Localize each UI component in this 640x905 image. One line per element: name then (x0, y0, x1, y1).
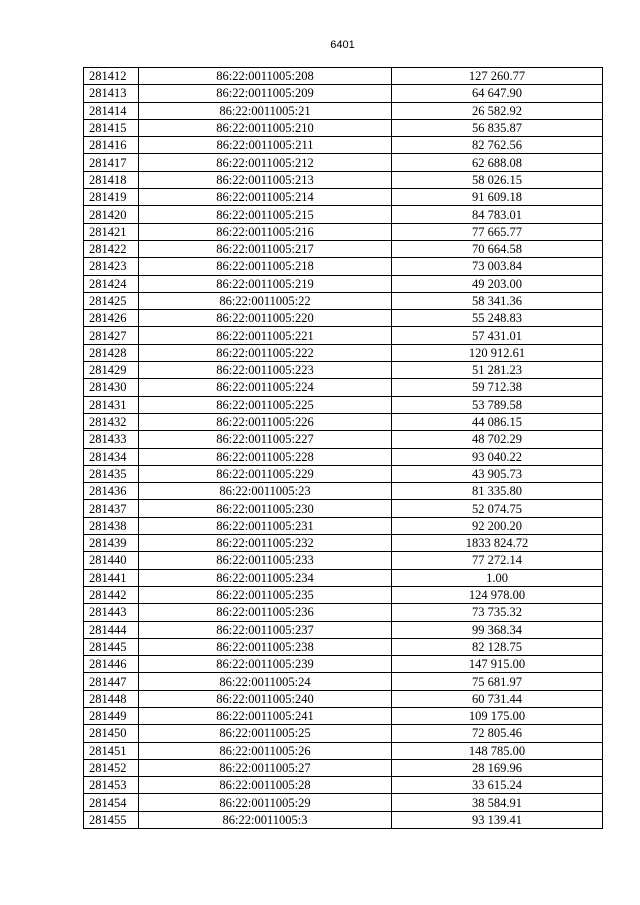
row-number-cell: 281438 (84, 517, 139, 534)
table-row (84, 292, 603, 309)
row-number-cell: 281448 (84, 690, 139, 707)
row-number-cell: 281442 (84, 586, 139, 603)
cadastral-number-cell: 86:22:0011005:235 (139, 586, 392, 603)
cadastral-value-cell: 127 260.77 (392, 68, 603, 85)
row-number-cell: 281449 (84, 707, 139, 724)
table-row (84, 811, 603, 828)
cadastral-number-cell: 86:22:0011005:240 (139, 690, 392, 707)
cadastral-value-cell: 43 905.73 (392, 465, 603, 482)
table-row (84, 707, 603, 724)
cadastral-value-cell: 38 584.91 (392, 794, 603, 811)
row-number-cell: 281415 (84, 119, 139, 136)
cadastral-value-cell: 77 272.14 (392, 552, 603, 569)
cadastral-number-cell: 86:22:0011005:27 (139, 759, 392, 776)
cadastral-number-cell: 86:22:0011005:215 (139, 206, 392, 223)
row-number-cell: 281435 (84, 465, 139, 482)
cadastral-number-cell: 86:22:0011005:212 (139, 154, 392, 171)
cadastral-value-cell: 1833 824.72 (392, 535, 603, 552)
cadastral-number-cell: 86:22:0011005:218 (139, 258, 392, 275)
table-row (84, 396, 603, 413)
row-number-cell: 281432 (84, 413, 139, 430)
cadastral-number-cell: 86:22:0011005:237 (139, 621, 392, 638)
table-row (84, 413, 603, 430)
table-row (84, 725, 603, 742)
table-row (84, 673, 603, 690)
cadastral-value-cell: 58 341.36 (392, 292, 603, 309)
cadastral-number-cell: 86:22:0011005:214 (139, 189, 392, 206)
table-row (84, 137, 603, 154)
table-row (84, 431, 603, 448)
table-row (84, 604, 603, 621)
cadastral-number-cell: 86:22:0011005:233 (139, 552, 392, 569)
cadastral-number-cell: 86:22:0011005:241 (139, 707, 392, 724)
cadastral-number-cell: 86:22:0011005:22 (139, 292, 392, 309)
cadastral-value-cell: 48 702.29 (392, 431, 603, 448)
cadastral-value-cell: 120 912.61 (392, 344, 603, 361)
row-number-cell: 281431 (84, 396, 139, 413)
cadastral-value-cell: 73 735.32 (392, 604, 603, 621)
row-number-cell: 281433 (84, 431, 139, 448)
cadastral-value-cell: 49 203.00 (392, 275, 603, 292)
cadastral-value-cell: 26 582.92 (392, 102, 603, 119)
table-body (84, 68, 603, 829)
cadastral-number-cell: 86:22:0011005:209 (139, 85, 392, 102)
table-row (84, 621, 603, 638)
table-row (84, 742, 603, 759)
cadastral-number-cell: 86:22:0011005:26 (139, 742, 392, 759)
row-number-cell: 281414 (84, 102, 139, 119)
cadastral-number-cell: 86:22:0011005:208 (139, 68, 392, 85)
cadastral-value-cell: 124 978.00 (392, 586, 603, 603)
cadastral-value-cell: 73 003.84 (392, 258, 603, 275)
row-number-cell: 281425 (84, 292, 139, 309)
row-number-cell: 281447 (84, 673, 139, 690)
table-row (84, 777, 603, 794)
row-number-cell: 281419 (84, 189, 139, 206)
table-row (84, 154, 603, 171)
table-row (84, 206, 603, 223)
row-number-cell: 281412 (84, 68, 139, 85)
table-row (84, 569, 603, 586)
table-row (84, 189, 603, 206)
cadastral-number-cell: 86:22:0011005:217 (139, 240, 392, 257)
table-row (84, 794, 603, 811)
row-number-cell: 281451 (84, 742, 139, 759)
row-number-cell: 281439 (84, 535, 139, 552)
cadastral-value-cell: 56 835.87 (392, 119, 603, 136)
cadastral-number-cell: 86:22:0011005:211 (139, 137, 392, 154)
cadastral-value-cell: 99 368.34 (392, 621, 603, 638)
cadastral-value-cell: 52 074.75 (392, 500, 603, 517)
table-row (84, 344, 603, 361)
cadastral-number-cell: 86:22:0011005:213 (139, 171, 392, 188)
cadastral-value-cell: 44 086.15 (392, 413, 603, 430)
table-row (84, 483, 603, 500)
cadastral-value-cell: 51 281.23 (392, 362, 603, 379)
table-row (84, 240, 603, 257)
cadastral-number-cell: 86:22:0011005:29 (139, 794, 392, 811)
cadastral-number-cell: 86:22:0011005:28 (139, 777, 392, 794)
table-row (84, 448, 603, 465)
table-row (84, 171, 603, 188)
row-number-cell: 281429 (84, 362, 139, 379)
cadastral-value-cell: 82 128.75 (392, 638, 603, 655)
cadastral-value-cell: 91 609.18 (392, 189, 603, 206)
cadastral-value-cell: 64 647.90 (392, 85, 603, 102)
cadastral-value-cell: 33 615.24 (392, 777, 603, 794)
cadastral-value-cell: 92 200.20 (392, 517, 603, 534)
cadastral-number-cell: 86:22:0011005:23 (139, 483, 392, 500)
row-number-cell: 281417 (84, 154, 139, 171)
cadastral-number-cell: 86:22:0011005:225 (139, 396, 392, 413)
table-row (84, 310, 603, 327)
cadastral-value-cell: 148 785.00 (392, 742, 603, 759)
table-row (84, 85, 603, 102)
row-number-cell: 281434 (84, 448, 139, 465)
cadastral-value-cell: 60 731.44 (392, 690, 603, 707)
cadastral-value-cell: 82 762.56 (392, 137, 603, 154)
cadastral-value-table (83, 67, 603, 829)
table-row (84, 102, 603, 119)
row-number-cell: 281413 (84, 85, 139, 102)
row-number-cell: 281416 (84, 137, 139, 154)
cadastral-value-cell: 72 805.46 (392, 725, 603, 742)
table-row (84, 362, 603, 379)
cadastral-value-cell: 93 139.41 (392, 811, 603, 828)
row-number-cell: 281424 (84, 275, 139, 292)
cadastral-number-cell: 86:22:0011005:234 (139, 569, 392, 586)
table-row (84, 656, 603, 673)
cadastral-value-cell: 1.00 (392, 569, 603, 586)
table-row (84, 223, 603, 240)
cadastral-number-cell: 86:22:0011005:229 (139, 465, 392, 482)
cadastral-number-cell: 86:22:0011005:232 (139, 535, 392, 552)
table-row (84, 275, 603, 292)
table-row (84, 517, 603, 534)
row-number-cell: 281428 (84, 344, 139, 361)
row-number-cell: 281445 (84, 638, 139, 655)
cadastral-number-cell: 86:22:0011005:224 (139, 379, 392, 396)
cadastral-number-cell: 86:22:0011005:227 (139, 431, 392, 448)
row-number-cell: 281437 (84, 500, 139, 517)
table-row (84, 68, 603, 85)
cadastral-number-cell: 86:22:0011005:210 (139, 119, 392, 136)
cadastral-number-cell: 86:22:0011005:219 (139, 275, 392, 292)
row-number-cell: 281422 (84, 240, 139, 257)
cadastral-number-cell: 86:22:0011005:228 (139, 448, 392, 465)
cadastral-value-cell: 84 783.01 (392, 206, 603, 223)
cadastral-number-cell: 86:22:0011005:220 (139, 310, 392, 327)
cadastral-number-cell: 86:22:0011005:231 (139, 517, 392, 534)
cadastral-number-cell: 86:22:0011005:238 (139, 638, 392, 655)
cadastral-value-cell: 75 681.97 (392, 673, 603, 690)
cadastral-number-cell: 86:22:0011005:25 (139, 725, 392, 742)
cadastral-value-cell: 109 175.00 (392, 707, 603, 724)
page-number: 6401 (330, 39, 355, 51)
row-number-cell: 281436 (84, 483, 139, 500)
cadastral-value-cell: 57 431.01 (392, 327, 603, 344)
table-row (84, 500, 603, 517)
cadastral-value-cell: 55 248.83 (392, 310, 603, 327)
row-number-cell: 281423 (84, 258, 139, 275)
cadastral-value-cell: 93 040.22 (392, 448, 603, 465)
row-number-cell: 281446 (84, 656, 139, 673)
cadastral-value-cell: 147 915.00 (392, 656, 603, 673)
cadastral-number-cell: 86:22:0011005:216 (139, 223, 392, 240)
cadastral-value-cell: 81 335.80 (392, 483, 603, 500)
table-row (84, 327, 603, 344)
cadastral-number-cell: 86:22:0011005:236 (139, 604, 392, 621)
cadastral-value-cell: 58 026.15 (392, 171, 603, 188)
row-number-cell: 281454 (84, 794, 139, 811)
row-number-cell: 281430 (84, 379, 139, 396)
cadastral-value-cell: 53 789.58 (392, 396, 603, 413)
cadastral-number-cell: 86:22:0011005:226 (139, 413, 392, 430)
table-row (84, 258, 603, 275)
cadastral-number-cell: 86:22:0011005:223 (139, 362, 392, 379)
row-number-cell: 281418 (84, 171, 139, 188)
row-number-cell: 281444 (84, 621, 139, 638)
cadastral-number-cell: 86:22:0011005:24 (139, 673, 392, 690)
table-row (84, 535, 603, 552)
row-number-cell: 281452 (84, 759, 139, 776)
row-number-cell: 281453 (84, 777, 139, 794)
row-number-cell: 281440 (84, 552, 139, 569)
table-row (84, 759, 603, 776)
table-row (84, 638, 603, 655)
cadastral-number-cell: 86:22:0011005:3 (139, 811, 392, 828)
table-row (84, 465, 603, 482)
table-row (84, 379, 603, 396)
cadastral-value-cell: 62 688.08 (392, 154, 603, 171)
row-number-cell: 281426 (84, 310, 139, 327)
cadastral-value-cell: 70 664.58 (392, 240, 603, 257)
row-number-cell: 281441 (84, 569, 139, 586)
cadastral-value-cell: 59 712.38 (392, 379, 603, 396)
row-number-cell: 281420 (84, 206, 139, 223)
table-row (84, 119, 603, 136)
cadastral-number-cell: 86:22:0011005:239 (139, 656, 392, 673)
cadastral-number-cell: 86:22:0011005:221 (139, 327, 392, 344)
row-number-cell: 281455 (84, 811, 139, 828)
cadastral-number-cell: 86:22:0011005:21 (139, 102, 392, 119)
cadastral-number-cell: 86:22:0011005:230 (139, 500, 392, 517)
row-number-cell: 281421 (84, 223, 139, 240)
cadastral-number-cell: 86:22:0011005:222 (139, 344, 392, 361)
row-number-cell: 281450 (84, 725, 139, 742)
row-number-cell: 281443 (84, 604, 139, 621)
row-number-cell: 281427 (84, 327, 139, 344)
cadastral-value-cell: 28 169.96 (392, 759, 603, 776)
table-row (84, 552, 603, 569)
table-row (84, 690, 603, 707)
table-row (84, 586, 603, 603)
cadastral-value-cell: 77 665.77 (392, 223, 603, 240)
